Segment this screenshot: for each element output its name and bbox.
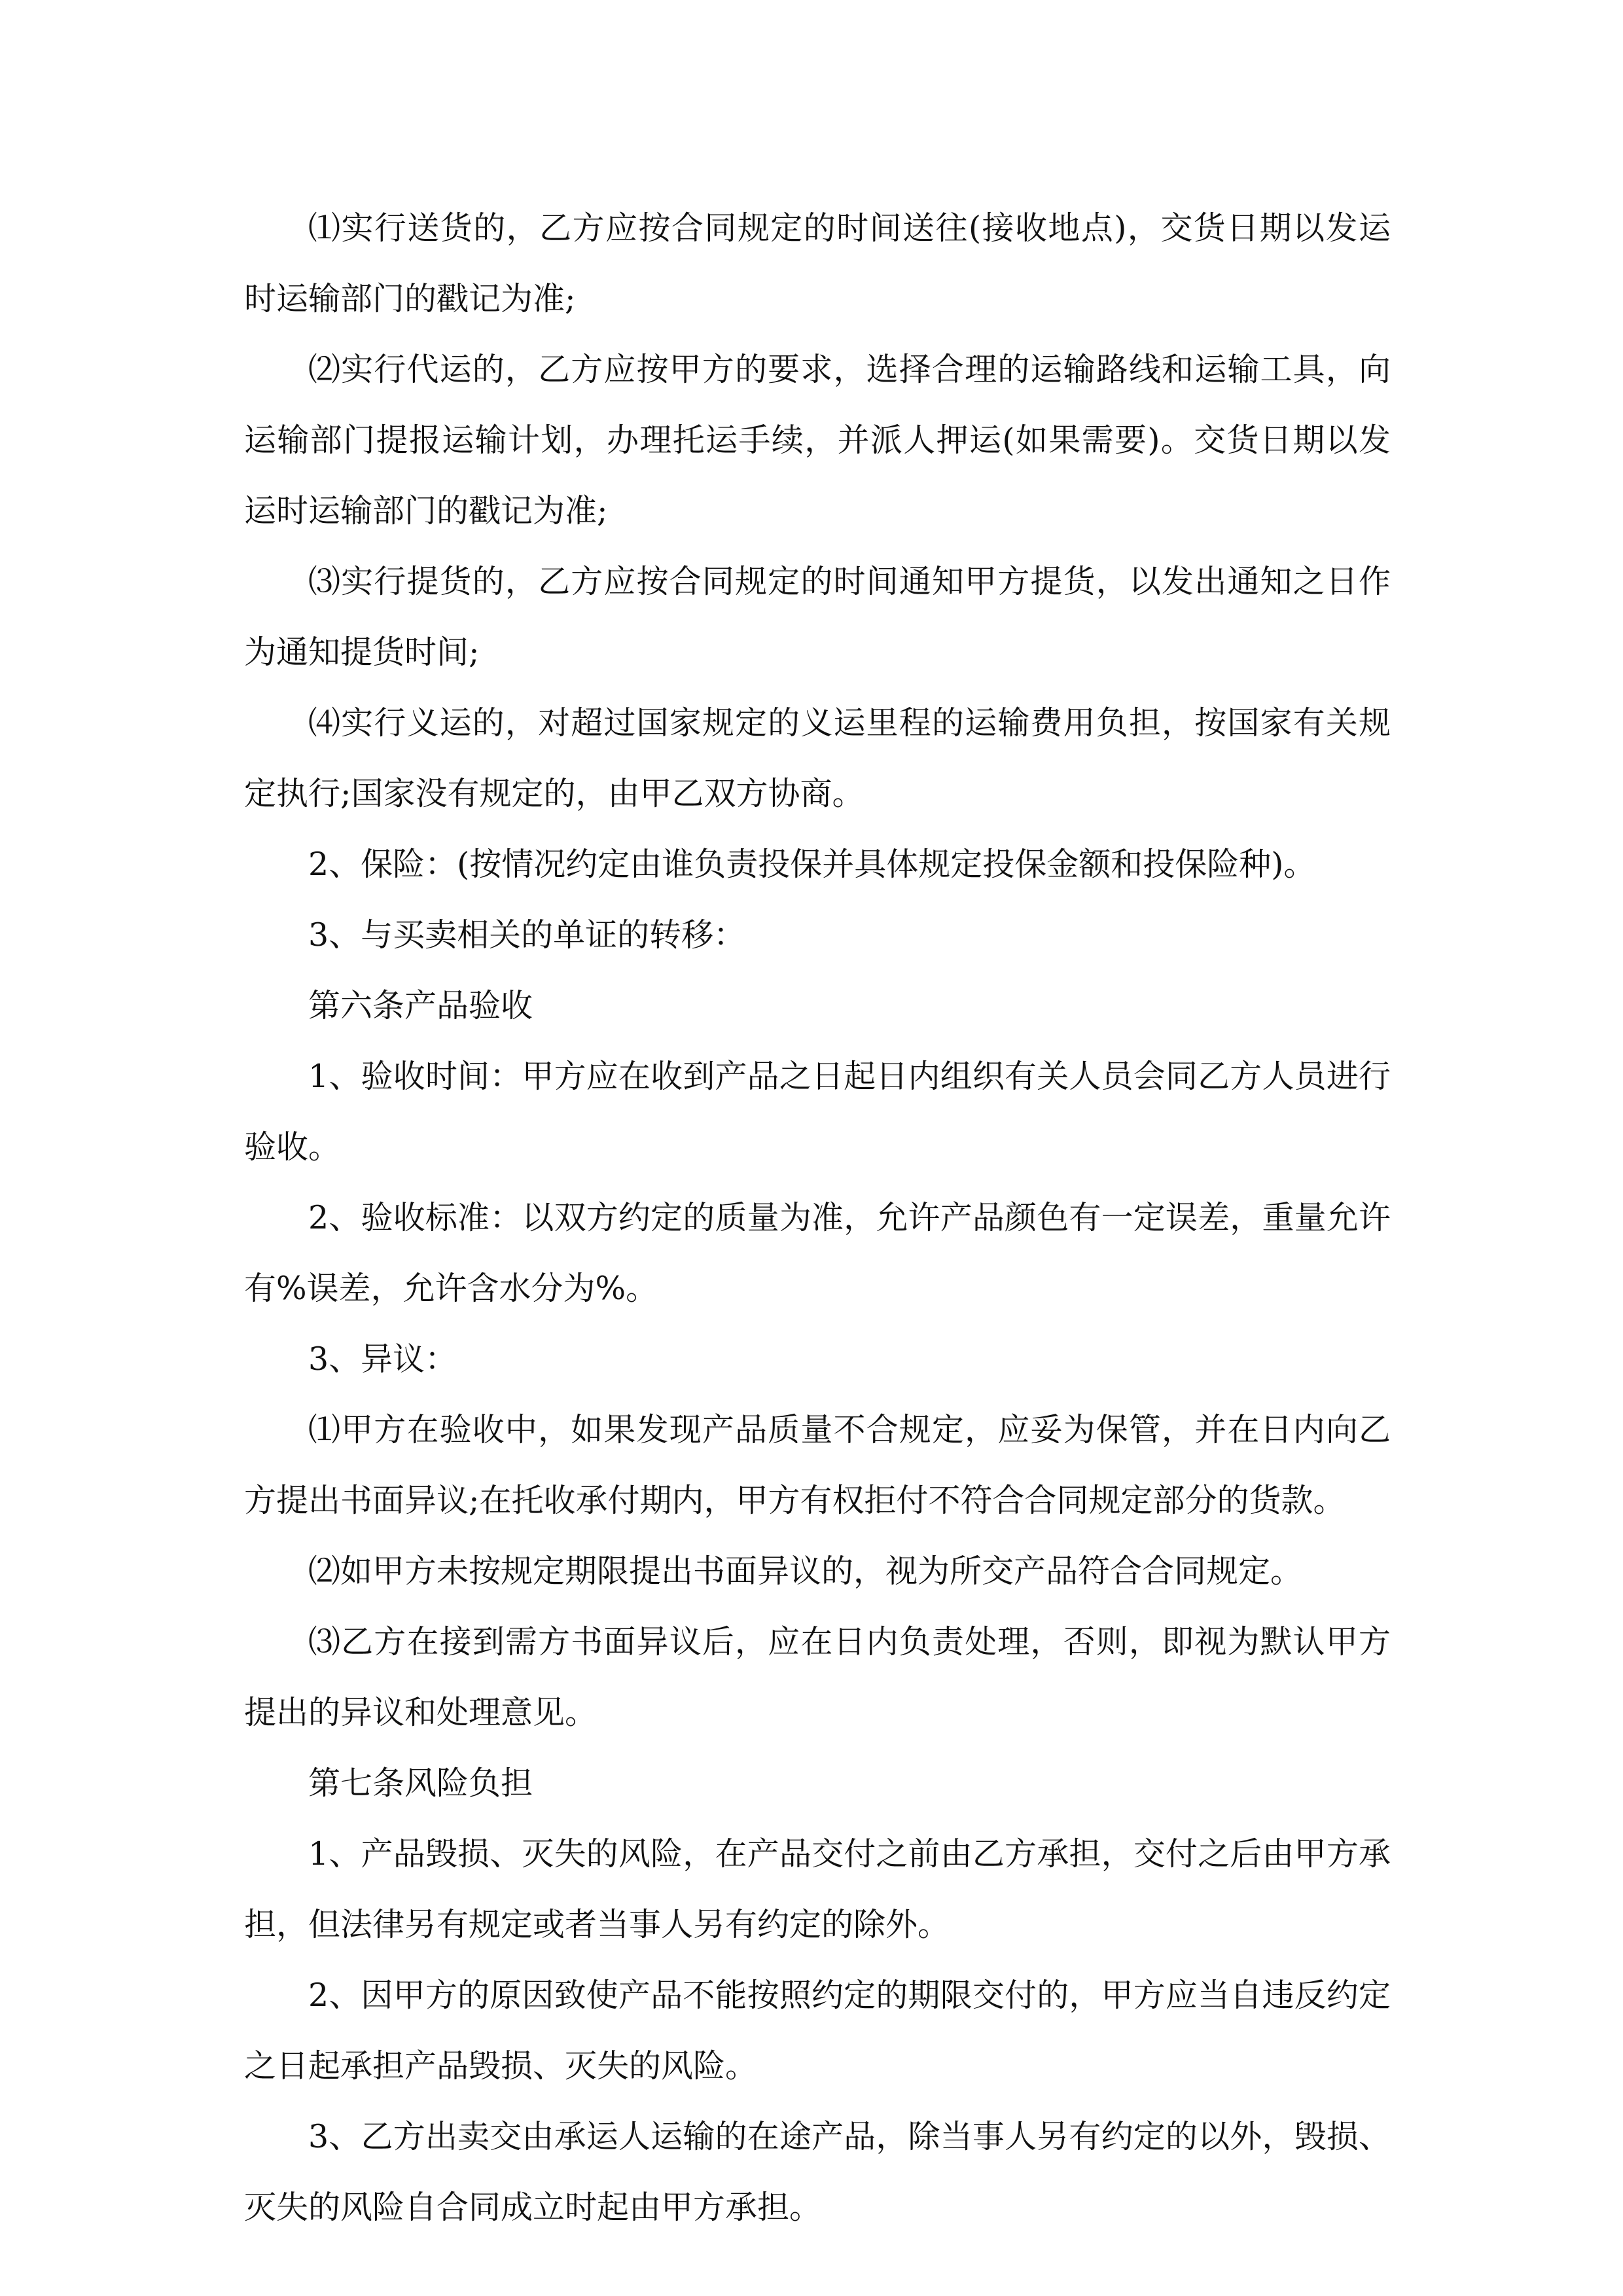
paragraph-objection: 3、异议： [308, 1340, 457, 1378]
paragraph-risk-2: 2、因甲方的原因致使产品不能按照约定的期限交付的，甲方应当自违反约定之日起承担产品毁损、灭失的风险。 [244, 1977, 1391, 2085]
document-body [244, 193, 1391, 2243]
heading-article-6: 第六条产品验收 [308, 987, 533, 1024]
paragraph-inspection-time: 1、验收时间：甲方应在收到产品之日起日内组织有关人员会同乙方人员进行验收。 [244, 1058, 1391, 1166]
paragraph-objection-2: ⑵如甲方未按规定期限提出书面异议的，视为所交产品符合合同规定。 [308, 1552, 1303, 1590]
paragraph-objection-1: ⑴甲方在验收中，如果发现产品质量不合规定，应妥为保管，并在日内向乙方提出书面异议;在托收承付期内，甲方有权拒付不符合合同规定部分的货款。 [244, 1411, 1391, 1519]
paragraph-delivery-method: ⑴实行送货的，乙方应按合同规定的时间送往(接收地点)，交货日期以发运时运输部门的戳记为准; [244, 209, 1391, 317]
paragraph-risk-3: 3、乙方出卖交由承运人运输的在途产品，除当事人另有约定的以外，毁损、灭失的风险自合同成立时起由甲方承担。 [244, 2118, 1391, 2226]
heading-article-7: 第七条风险负担 [308, 1765, 533, 1802]
paragraph-agency-shipping: ⑵实行代运的，乙方应按甲方的要求，选择合理的运输路线和运输工具，向运输部门提报运输计划，办理托运手续，并派人押运(如果需要)。交货日期以发运时运输部门的戳记为准; [244, 351, 1391, 529]
paragraph-documents-transfer: 3、与买卖相关的单证的转移： [308, 916, 746, 954]
paragraph-free-shipping: ⑷实行义运的，对超过国家规定的义运里程的运输费用负担，按国家有关规定执行;国家没有规定的，由甲乙双方协商。 [244, 704, 1391, 812]
paragraph-risk-1: 1、产品毁损、灭失的风险，在产品交付之前由乙方承担，交付之后由甲方承担，但法律另有规定或者当事人另有约定的除外。 [244, 1835, 1391, 1943]
paragraph-objection-3: ⑶乙方在接到需方书面异议后，应在日内负责处理，否则，即视为默认甲方提出的异议和处理意见。 [244, 1623, 1391, 1731]
paragraph-inspection-standard: 2、验收标准：以双方约定的质量为准，允许产品颜色有一定误差，重量允许有%误差，允许含水分为%。 [244, 1199, 1391, 1307]
paragraph-pickup: ⑶实行提货的，乙方应按合同规定的时间通知甲方提货，以发出通知之日作为通知提货时间; [244, 563, 1391, 671]
paragraph-insurance: 2、保险：(按情况约定由谁负责投保并具体规定投保金额和投保险种)。 [308, 846, 1316, 883]
